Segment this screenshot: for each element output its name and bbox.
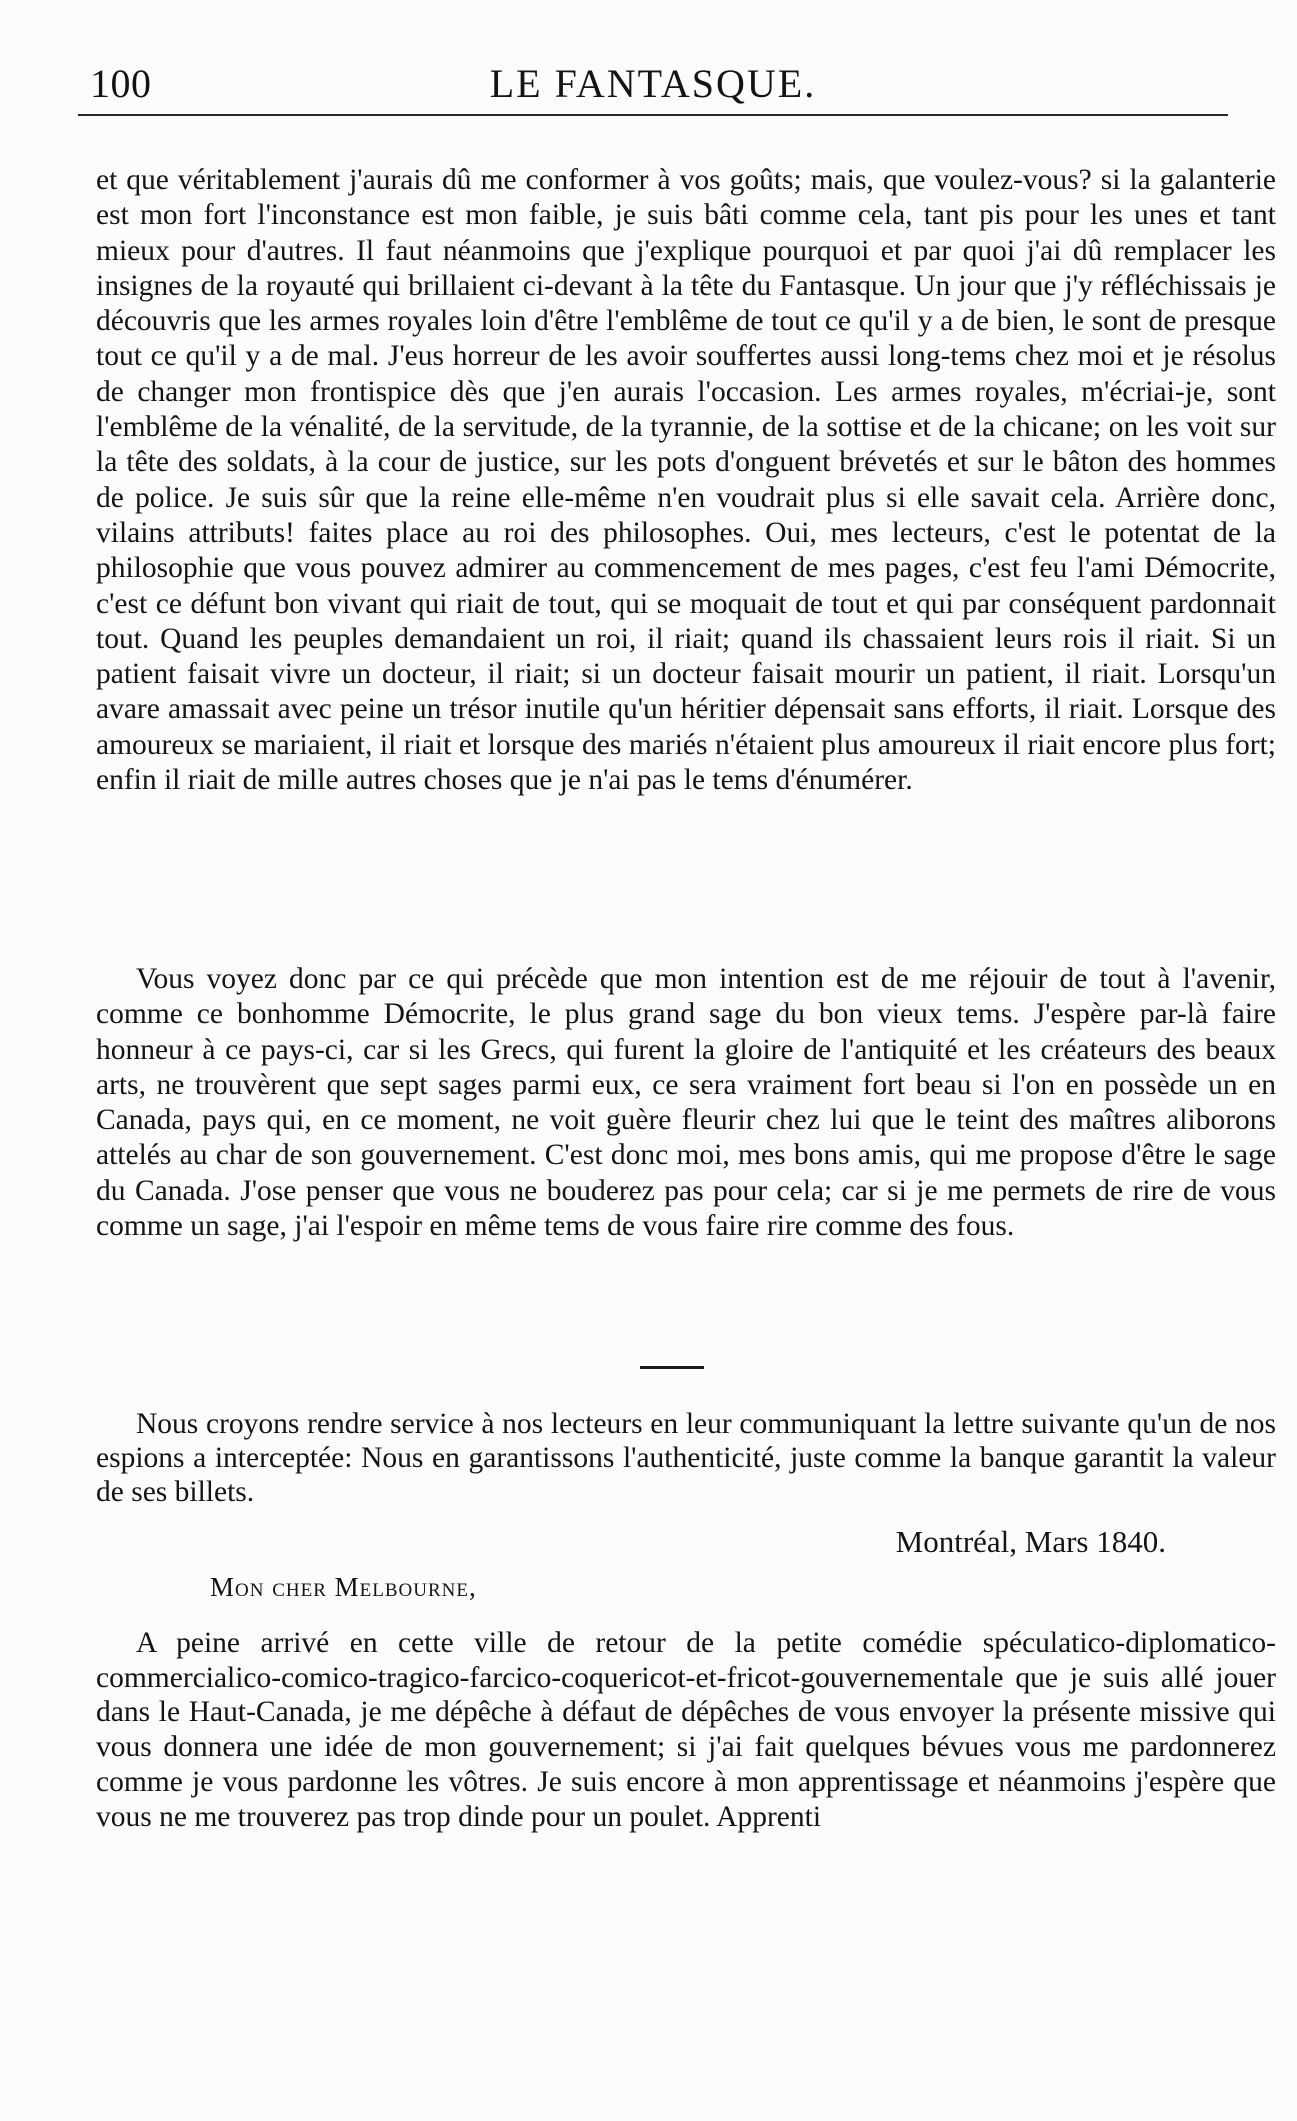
letter-text: A peine arrivé en cette ville de retour de la petite comédie spéculatico-diplomatico-commercialico-comico-tragico-farcico-coquericot-et-fricot-gouvernementale que je suis allé jouer dans le Haut-Canada, je me dépêche à défaut de dépêches de vous envoyer la présente missive qui vous donnera une idée de mon gouvernement; si j'ai fait quelques bévues vous me pardonnerez comme je vous pardonne les vôtres. Je suis encore à mon apprentissage et néanmoins j'espère que vous ne me trouverez pas trop dinde pour un poulet. Apprenti: [96, 1627, 1276, 1833]
article-paragraph-2: [96, 962, 1276, 1244]
notice-text: Nous croyons rendre service à nos lecteurs en leur communiquant la lettre suivante qu'un de nos espions a interceptée: Nous en garantissons l'authenticité, juste comme la banque garantit la valeur de ses billets.: [96, 1408, 1276, 1508]
section-separator: [640, 1366, 704, 1369]
article-paragraph-1: [96, 163, 1276, 798]
paragraph-text: et que véritablement j'aurais dû me conformer à vos goûts; mais, que voulez-vous? si la galanterie est mon fort l'inconstance est mon faible, je suis bâti comme cela, tant pis pour les unes et tant mieux pour d'autres. Il faut néanmoins que j'explique pourquoi et par quoi j'ai dû remplacer les insignes de la royauté qui brillaient ci-devant à la tête du Fantasque. Un jour que j'y réfléchissais je découvris que les armes royales loin d'être l'emblême de tout ce qu'il y a de bien, le sont de presque tout ce qu'il y a de mal. J'eus horreur de les avoir souffertes aussi long-tems chez moi et je résolus de changer mon frontispice dès que j'en aurais l'occasion. Les armes royales, m'écriai-je, sont l'emblême de la vénalité, de la servitude, de la tyrannie, de la sottise et de la chicane; on les voit sur la tête des soldats, à la cour de justice, sur les pots d'onguent brévetés et sur le bâton des hommes de police. Je suis sûr que la reine elle-même n'en voudrait plus si elle savait cela. Arrière donc, vilains attributs! faites place au roi des philosophes. Oui, mes lecteurs, c'est le potentat de la philosophie que vous pouvez admirer au commencement de mes pages, c'est feu l'ami Démocrite, c'est ce défunt bon vivant qui riait de tout, qui se moquait de tout et qui par conséquent pardonnait tout. Quand les peuples demandaient un roi, il riait; quand ils chassaient leurs rois il riait. Si un patient faisait vivre un docteur, il riait; si un docteur faisait mourir un patient, il riait. Lorsqu'un avare amassait avec peine un trésor inutile qu'un héritier dépensait sans efforts, il riait. Lorsque des amoureux se mariaient, il riait et lorsque des mariés n'étaient plus amoureux il riait encore plus fort; enfin il riait de mille autres choses que je n'ai pas le tems d'énumérer.: [96, 164, 1276, 797]
letter-salutation: Mon cher Melbourne,: [210, 1572, 477, 1602]
letter-body: [96, 1626, 1276, 1834]
page-header: [78, 60, 1228, 110]
header-rule: [78, 114, 1228, 116]
page-number: 100: [90, 61, 152, 106]
editorial-notice: [96, 1407, 1276, 1509]
paragraph-text: Vous voyez donc par ce qui précède que mon intention est de me réjouir de tout à l'avenir, comme ce bonhomme Démocrite, le plus grand sage du bon vieux tems. J'espère par-là faire honneur à ce pays-ci, car si les Grecs, qui furent la gloire de l'antiquité et les créateurs des beaux arts, ne trouvèrent que sept sages parmi eux, ce sera vraiment fort beau si l'on en possède un en Canada, pays qui, en ce moment, ne voit guère fleurir chez lui que le teint des maîtres aliborons attelés au char de son gouvernement. C'est donc moi, mes bons amis, qui me propose d'être le sage du Canada. J'ose penser que vous ne bouderez pas pour cela; car si je me permets de rire de vous comme un sage, j'ai l'espoir en même tems de vous faire rire comme des fous.: [96, 963, 1276, 1243]
running-title: LE FANTASQUE.: [489, 61, 817, 106]
letter-dateline: Montréal, Mars 1840.: [895, 1524, 1166, 1559]
